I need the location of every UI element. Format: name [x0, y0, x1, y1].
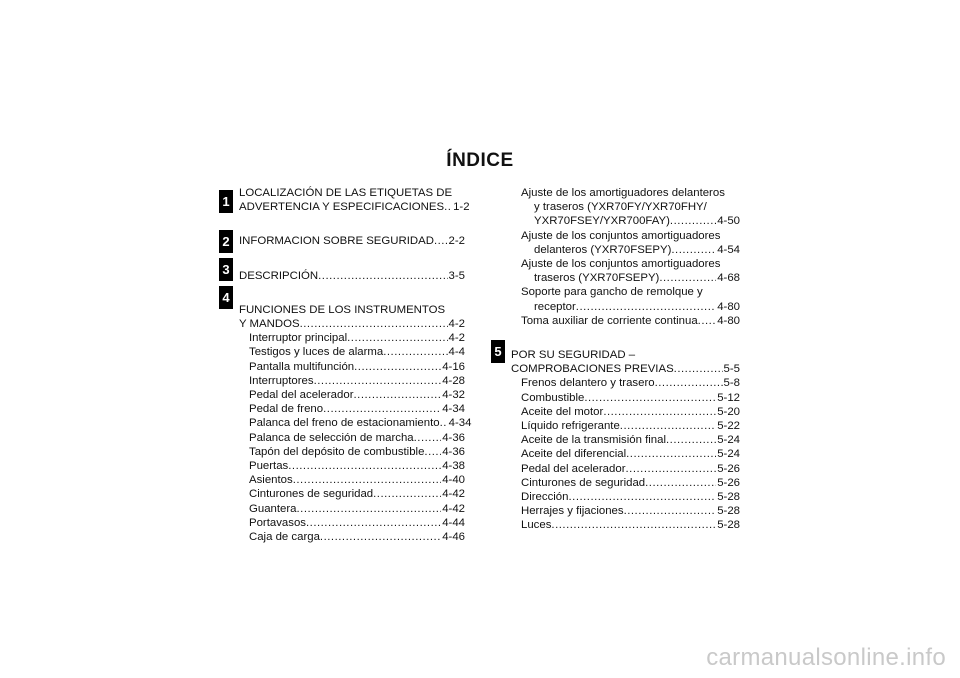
leader-dots	[323, 402, 441, 416]
page-number: 5-28	[717, 519, 740, 532]
toc-section-2[interactable]	[239, 234, 465, 248]
toc-item[interactable]	[239, 360, 465, 374]
toc-item-text: Herrajes y fijaciones	[521, 505, 624, 518]
leader-dots	[424, 445, 441, 459]
page-number: 3-5	[448, 269, 465, 282]
leader-dots	[306, 516, 441, 530]
leader-dots	[584, 391, 716, 405]
toc-item[interactable]	[239, 530, 465, 544]
toc-item-text: Cinturones de seguridad	[521, 476, 646, 489]
page-number: 5-26	[717, 476, 740, 489]
page-number: 5-20	[717, 405, 740, 418]
leader-dots	[347, 331, 447, 345]
toc-item-text: Pedal del acelerador	[521, 462, 626, 475]
toc-item-text: y traseros (YXR70FY/YXR70FHY/	[534, 201, 707, 214]
toc-section-5[interactable]	[511, 348, 740, 376]
toc-item-text: Interruptores	[249, 374, 314, 387]
toc-section-4-items	[239, 331, 472, 544]
page-number: 4-36	[442, 445, 465, 458]
toc-item[interactable]	[239, 402, 465, 416]
leader-dots	[645, 476, 716, 490]
toc-item[interactable]	[239, 431, 465, 445]
page-number: 4-34	[448, 417, 472, 430]
toc-heading: DESCRIPCIÓN	[239, 269, 319, 282]
page-number: 4-42	[442, 488, 465, 501]
toc-item-text: Aceite del diferencial	[521, 448, 627, 461]
leader-dots	[626, 462, 717, 476]
toc-left-column	[239, 186, 472, 544]
leader-dots	[354, 388, 442, 402]
toc-item-text: Combustible	[521, 391, 585, 404]
leader-dots	[320, 530, 441, 544]
toc-item[interactable]	[511, 447, 740, 461]
leader-dots	[383, 345, 447, 359]
toc-item-text: Asientos	[249, 474, 293, 487]
toc-item-text: Líquido refrigerante	[521, 420, 620, 433]
toc-heading: INFORMACION SOBRE SEGURIDAD	[239, 235, 434, 248]
toc-item-text: receptor	[534, 300, 576, 313]
page-number: 1-2	[453, 201, 470, 214]
section-tab-4[interactable]: 4	[219, 286, 233, 309]
leader-dots	[603, 405, 716, 419]
page-number: 5-5	[723, 363, 740, 376]
toc-item-text: Portavasos	[249, 516, 306, 529]
toc-item[interactable]	[511, 490, 740, 504]
toc-item-text: Aceite de la transmisión final	[521, 434, 666, 447]
section-tab-5[interactable]: 5	[491, 340, 505, 363]
toc-item[interactable]	[239, 487, 465, 501]
page-number: 4-34	[442, 403, 465, 416]
page-number: 5-24	[717, 448, 740, 461]
toc-item[interactable]	[239, 345, 465, 359]
toc-section-5-items	[511, 376, 740, 532]
leader-dots	[297, 502, 442, 516]
page-number: 4-46	[442, 531, 465, 544]
toc-item-text: delanteros (YXR70FSEPY)	[534, 243, 672, 256]
page-number: 5-22	[717, 420, 740, 433]
toc-item[interactable]	[239, 473, 465, 487]
toc-item[interactable]	[511, 405, 740, 419]
toc-item-text: Ajuste de los conjuntos amortiguadores	[521, 229, 721, 242]
leader-dots	[655, 376, 723, 390]
toc-section-4[interactable]	[239, 303, 465, 331]
toc-item[interactable]	[511, 186, 740, 229]
toc-item-text: Palanca del freno de estacionamiento	[249, 417, 440, 430]
leader-dots	[288, 459, 441, 473]
page-number: 4-40	[442, 474, 465, 487]
toc-heading: ADVERTENCIA Y ESPECIFICACIONES	[239, 201, 445, 214]
toc-item-text: Luces	[521, 519, 552, 532]
page-number: 4-2	[448, 318, 465, 331]
leader-dots	[624, 504, 717, 518]
page-number: 5-12	[717, 391, 740, 404]
page-number: 5-26	[717, 462, 740, 475]
leader-dots	[666, 433, 716, 447]
toc-item[interactable]	[511, 257, 740, 285]
toc-item[interactable]	[511, 285, 740, 313]
leader-dots	[373, 487, 441, 501]
page-number: 4-50	[717, 215, 740, 228]
leader-dots	[440, 416, 448, 430]
toc-item[interactable]	[239, 416, 472, 430]
toc-item-text: Palanca de selección de marcha	[249, 431, 414, 444]
watermark: carmanualsonline.info	[706, 644, 946, 671]
page-number: 4-44	[442, 516, 465, 529]
toc-heading: LOCALIZACIÓN DE LAS ETIQUETAS DE	[239, 187, 453, 199]
toc-item-text: Cinturones de seguridad	[249, 488, 374, 501]
page-number: 4-2	[448, 332, 465, 345]
toc-item[interactable]	[511, 518, 740, 532]
page-number: 4-68	[717, 272, 740, 285]
page-number: 5-28	[717, 491, 740, 504]
leader-dots	[293, 473, 441, 487]
toc-item[interactable]	[511, 433, 740, 447]
leader-dots	[414, 431, 442, 445]
toc-item-text: Pantalla multifunción	[249, 360, 355, 373]
toc-item-text: Guantera	[249, 502, 297, 515]
toc-item[interactable]	[239, 445, 465, 459]
toc-heading: FUNCIONES DE LOS INSTRUMENTOS	[239, 303, 446, 316]
toc-item-text: Frenos delantero y trasero	[521, 377, 655, 390]
toc-item[interactable]	[511, 391, 740, 405]
toc-item-text: Dirección	[521, 491, 569, 504]
leader-dots	[626, 447, 716, 461]
toc-item[interactable]	[239, 331, 465, 345]
toc-item-text: Puertas	[249, 460, 289, 473]
toc-item[interactable]	[511, 229, 740, 257]
leader-dots	[314, 374, 442, 388]
page-title: ÍNDICE	[446, 150, 514, 171]
toc-item-text: Toma auxiliar de corriente continua	[521, 314, 698, 327]
page-number: 4-36	[442, 431, 465, 444]
toc-heading: POR SU SEGURIDAD –	[511, 349, 636, 362]
toc-item[interactable]	[239, 388, 465, 402]
page-number: 4-4	[448, 346, 465, 359]
toc-item-text: Caja de carga	[249, 531, 320, 544]
toc-right-column	[511, 186, 740, 533]
toc-item-text: Pedal de freno	[249, 403, 324, 416]
toc-item-text: Ajuste de los conjuntos amortiguadores	[521, 258, 721, 271]
leader-dots	[568, 490, 716, 504]
toc-item[interactable]	[239, 516, 465, 530]
page-number: 2-2	[448, 235, 465, 248]
toc-item[interactable]	[511, 419, 740, 433]
toc-item[interactable]	[511, 376, 740, 390]
toc-item-text: Tapón del depósito de combustible	[249, 445, 425, 458]
toc-item-text: Ajuste de los amortiguadores delanteros	[521, 187, 725, 199]
page-number: 4-32	[442, 389, 465, 402]
page-number: 4-80	[717, 300, 740, 313]
toc-item[interactable]	[511, 504, 740, 518]
page-number: 4-16	[442, 360, 465, 373]
page-number: 4-54	[717, 243, 740, 256]
page-number: 4-28	[442, 374, 465, 387]
section-tab-3[interactable]: 3	[219, 258, 233, 281]
leader-dots	[620, 419, 716, 433]
leader-dots	[354, 360, 441, 374]
page-number: 4-42	[442, 502, 465, 515]
leader-dots	[551, 518, 716, 532]
toc-item-text: Testigos y luces de alarma	[249, 346, 384, 359]
toc-item-text: Soporte para gancho de remolque y	[521, 286, 703, 299]
page-number: 5-28	[717, 505, 740, 518]
toc-item[interactable]	[511, 462, 740, 476]
toc-item[interactable]	[511, 314, 740, 328]
toc-heading: Y MANDOS	[239, 318, 300, 331]
toc-item-text: YXR70FSEY/YXR700FAY)	[534, 215, 670, 228]
toc-item-text: Interruptor principal	[249, 332, 348, 345]
toc-item-text: Pedal del acelerador	[249, 389, 354, 402]
toc-item[interactable]	[239, 459, 465, 473]
toc-item-text: traseros (YXR70FSEPY)	[534, 272, 660, 285]
page-number: 4-80	[717, 314, 740, 327]
toc-item[interactable]	[511, 476, 740, 490]
toc-item[interactable]	[239, 374, 465, 388]
page-number: 5-8	[723, 377, 740, 390]
page-number: 4-38	[442, 460, 465, 473]
toc-item[interactable]	[239, 502, 465, 516]
section-tab-1[interactable]: 1	[219, 190, 233, 213]
toc-section-3[interactable]	[239, 269, 465, 283]
section-tab-2[interactable]: 2	[219, 230, 233, 253]
page-number: 5-24	[717, 434, 740, 447]
toc-item-text: Aceite del motor	[521, 405, 604, 418]
toc-heading: COMPROBACIONES PREVIAS	[511, 363, 674, 376]
toc-section-1[interactable]	[239, 186, 470, 214]
